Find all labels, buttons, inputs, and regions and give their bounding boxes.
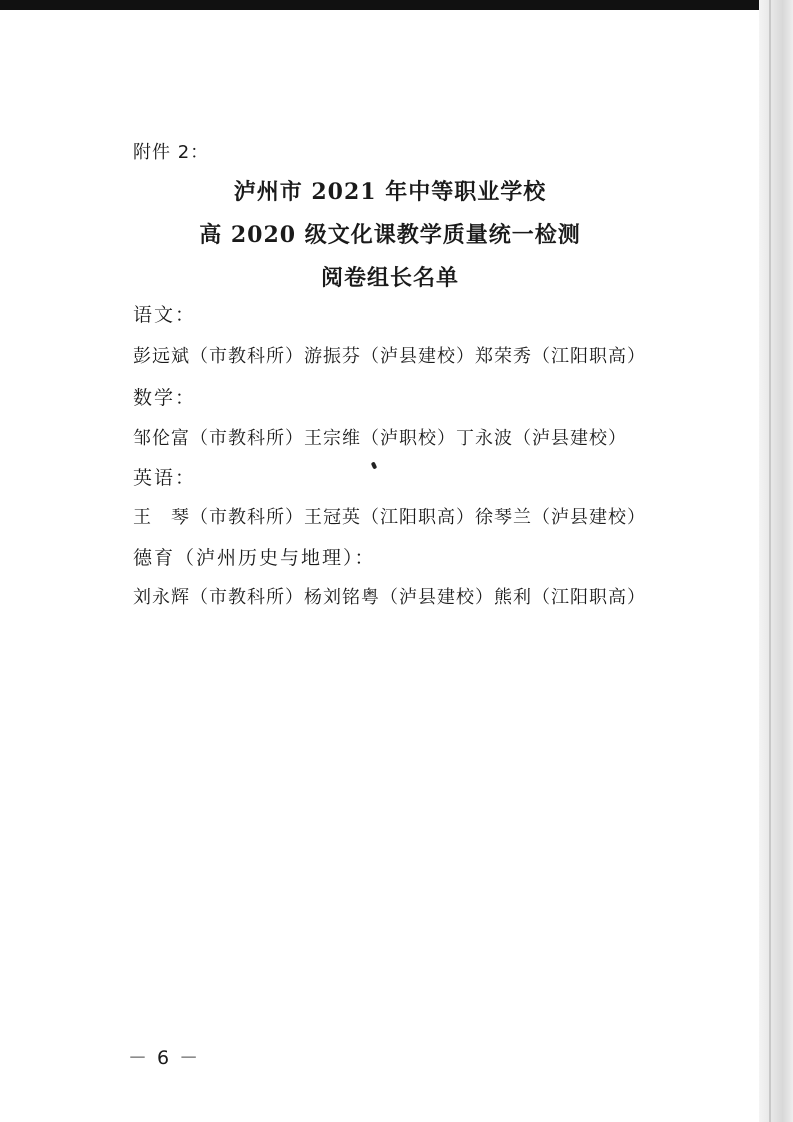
members-english: 王 琴（市教科所）王冠英（江阳职高）徐琴兰（泸县建校） bbox=[133, 507, 646, 528]
members-math: 邹伦富（市教科所）王宗维（泸职校）丁永波（泸县建校） bbox=[133, 428, 627, 449]
scan-top-edge bbox=[0, 0, 760, 10]
scan-speck bbox=[371, 461, 378, 469]
document-title-line-1: 泸州市 2021 年中等职业学校 bbox=[233, 179, 547, 205]
page-number: － 6 － bbox=[128, 1047, 201, 1069]
subject-english: 英语： bbox=[133, 467, 197, 489]
attachment-label: 附件 2： bbox=[133, 142, 210, 163]
subject-chinese: 语文： bbox=[133, 304, 197, 326]
subject-math: 数学： bbox=[133, 387, 197, 409]
members-chinese: 彭远斌（市教科所）游振芬（泸县建校）郑荣秀（江阳职高） bbox=[133, 346, 646, 367]
scan-right-fold-line bbox=[769, 0, 771, 1122]
subject-moral-education: 德育（泸州历史与地理）： bbox=[133, 547, 376, 569]
scan-right-edge bbox=[759, 0, 793, 1122]
members-moral-education: 刘永辉（市教科所）杨刘铭粤（泸县建校）熊利（江阳职高） bbox=[133, 587, 646, 608]
document-title-line-3: 阅卷组长名单 bbox=[320, 265, 459, 291]
document-title-line-2: 高 2020 级文化课教学质量统一检测 bbox=[199, 222, 581, 248]
